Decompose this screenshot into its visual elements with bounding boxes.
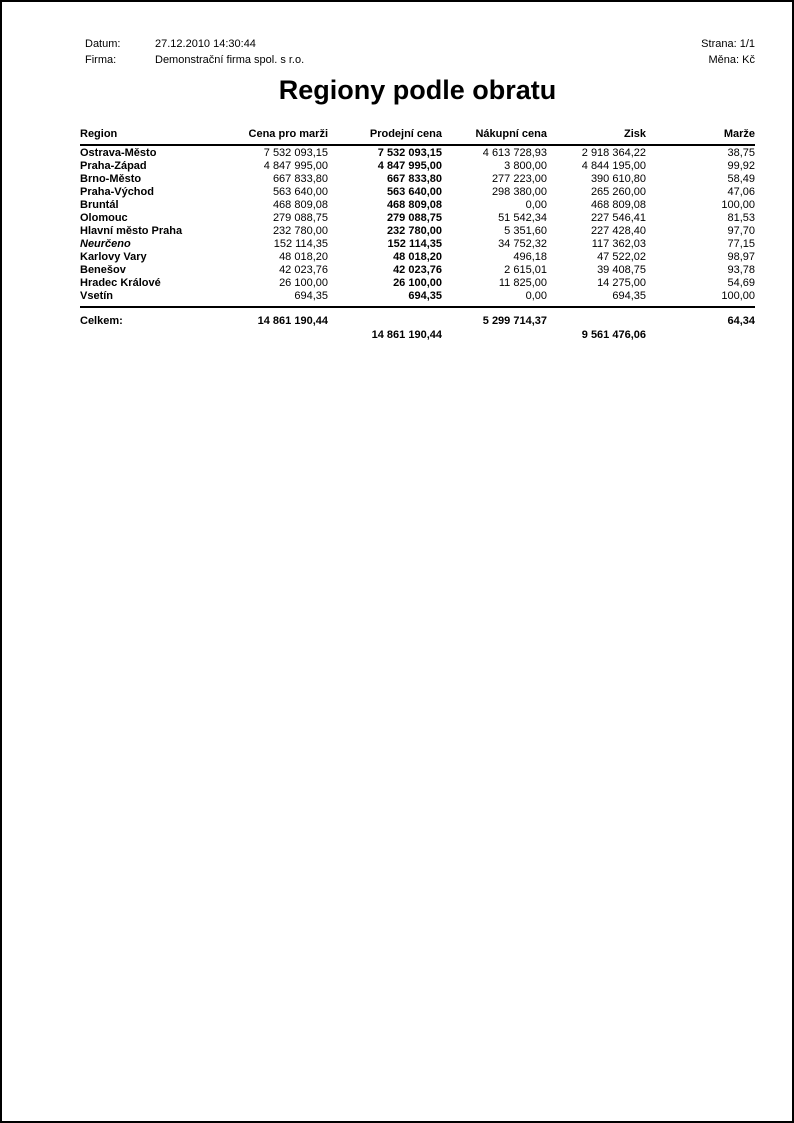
cell-region: Hlavní město Praha: [80, 225, 183, 237]
cell-nakupni-cena: 0,00: [525, 199, 547, 211]
cell-marze: 77,15: [727, 238, 755, 250]
cell-cena-pro-marzi: 26 100,00: [279, 277, 328, 289]
report-header-left: [85, 36, 304, 68]
mena-label: Měna:: [708, 54, 740, 66]
cell-zisk: 39 408,75: [597, 264, 646, 276]
cell-nakupni-cena: 298 380,00: [491, 186, 547, 198]
cell-prodejni-cena: 563 640,00: [386, 186, 442, 198]
cell-region: Praha-Východ: [80, 186, 154, 198]
totals-label: Celkem:: [80, 307, 225, 328]
cell-cena-pro-marzi: 279 088,75: [272, 212, 328, 224]
report-header: [85, 36, 755, 68]
empty-cell: [646, 328, 755, 342]
cell-prodejni-cena: 468 809,08: [386, 199, 442, 211]
cell-prodejni-cena: 694,35: [408, 290, 442, 302]
cell-marze: 100,00: [721, 290, 755, 302]
total-nakupni-cena: 5 299 714,37: [442, 307, 547, 328]
cell-prodejni-cena: 279 088,75: [386, 212, 442, 224]
firma-value: Demonstrační firma spol. s r.o.: [155, 54, 305, 66]
cell-cena-pro-marzi: 4 847 995,00: [263, 160, 328, 172]
cell-prodejni-cena: 4 847 995,00: [377, 160, 442, 172]
cell-region: Ostrava-Město: [80, 147, 157, 159]
cell-marze: 93,78: [727, 264, 755, 276]
cell-prodejni-cena: 232 780,00: [386, 225, 442, 237]
cell-marze: 97,70: [727, 225, 755, 237]
cell-region: Praha-Západ: [80, 160, 147, 172]
cell-region: Brno-Město: [80, 173, 142, 185]
table-header-row: [80, 128, 755, 145]
column-header-marze: Marže: [646, 128, 755, 145]
cell-marze: 47,06: [727, 186, 755, 198]
totals-row-2: [80, 328, 755, 342]
column-header-zisk: Zisk: [547, 128, 646, 145]
cell-cena-pro-marzi: 232 780,00: [272, 225, 328, 237]
cell-region: Hradec Králové: [80, 277, 161, 289]
cell-marze: 100,00: [721, 199, 755, 211]
cell-nakupni-cena: 4 613 728,93: [482, 147, 547, 159]
empty-cell: [225, 328, 328, 342]
cell-marze: 98,97: [727, 251, 755, 263]
empty-cell: [547, 307, 646, 328]
cell-prodejni-cena: 152 114,35: [387, 238, 442, 250]
cell-prodejni-cena: 42 023,76: [393, 264, 442, 276]
cell-region: Vsetín: [80, 290, 114, 302]
cell-zisk: 2 918 364,22: [581, 147, 646, 159]
total-zisk: 9 561 476,06: [581, 329, 646, 341]
cell-nakupni-cena: 51 542,34: [498, 212, 547, 224]
cell-cena-pro-marzi: 694,35: [294, 290, 328, 302]
table-body: [80, 145, 755, 307]
table-row: [80, 225, 755, 238]
cell-zisk: 47 522,02: [597, 251, 646, 263]
column-header-nakupni-cena: Nákupní cena: [442, 128, 547, 145]
datum-value: 27.12.2010 14:30:44: [155, 38, 256, 50]
cell-region: Karlovy Vary: [80, 251, 147, 263]
table-row: [80, 251, 755, 264]
cell-zisk: 14 275,00: [597, 277, 646, 289]
cell-prodejni-cena: 26 100,00: [393, 277, 442, 289]
cell-marze: 99,92: [727, 160, 755, 172]
table-row: [80, 212, 755, 225]
table-row: [80, 186, 755, 199]
cell-nakupni-cena: 34 752,32: [498, 238, 547, 250]
table-footer: [80, 307, 755, 342]
cell-cena-pro-marzi: 42 023,76: [279, 264, 328, 276]
empty-cell: [442, 328, 547, 342]
cell-cena-pro-marzi: 7 532 093,15: [263, 147, 328, 159]
table-row: [80, 264, 755, 277]
empty-cell: [80, 328, 225, 342]
strana-value: 1/1: [739, 38, 755, 50]
cell-zisk: 227 546,41: [590, 212, 646, 224]
cell-zisk: 390 610,80: [590, 173, 646, 185]
report-table: [80, 128, 755, 342]
empty-cell: [328, 307, 442, 328]
cell-cena-pro-marzi: 563 640,00: [272, 186, 328, 198]
cell-cena-pro-marzi: 152 114,35: [273, 238, 328, 250]
column-header-region: Region: [80, 128, 225, 145]
cell-zisk: 227 428,40: [590, 225, 646, 237]
table-row: [80, 173, 755, 186]
cell-marze: 54,69: [727, 277, 755, 289]
cell-marze: 81,53: [727, 212, 755, 224]
cell-region: Neurčeno: [80, 238, 131, 250]
cell-nakupni-cena: 2 615,01: [504, 264, 547, 276]
mena-value: Kč: [742, 54, 755, 66]
cell-prodejni-cena: 48 018,20: [393, 251, 442, 263]
strana-line: [701, 36, 755, 52]
firma-label: Firma:: [85, 54, 117, 66]
table-row: [80, 277, 755, 290]
cell-cena-pro-marzi: 667 833,80: [272, 173, 328, 185]
mena-line: [701, 52, 755, 68]
report-header-right: [701, 36, 755, 68]
total-cena-pro-marzi: 14 861 190,44: [225, 307, 328, 328]
cell-prodejni-cena: 667 833,80: [386, 173, 442, 185]
cell-zisk: 468 809,08: [590, 199, 646, 211]
cell-marze: 38,75: [727, 147, 755, 159]
total-marze: 64,34: [646, 307, 755, 328]
page-title: Regiony podle obratu: [278, 75, 557, 105]
table-row: [80, 238, 755, 251]
table-row: [80, 160, 755, 173]
cell-prodejni-cena: 7 532 093,15: [377, 147, 442, 159]
cell-nakupni-cena: 5 351,60: [504, 225, 547, 237]
cell-zisk: 265 260,00: [590, 186, 646, 198]
cell-zisk: 694,35: [612, 290, 646, 302]
datum-label: Datum:: [85, 38, 121, 50]
cell-marze: 58,49: [727, 173, 755, 185]
strana-label: Strana:: [701, 38, 737, 50]
cell-region: Benešov: [80, 264, 126, 276]
column-header-cena-pro-marzi: Cena pro marži: [225, 128, 328, 145]
cell-region: Bruntál: [80, 199, 119, 211]
cell-zisk: 4 844 195,00: [581, 160, 646, 172]
cell-region: Olomouc: [80, 212, 128, 224]
cell-nakupni-cena: 3 800,00: [504, 160, 547, 172]
total-prodejni-cena: 14 861 190,44: [371, 329, 442, 341]
table-row: [80, 145, 755, 160]
cell-cena-pro-marzi: 468 809,08: [272, 199, 328, 211]
cell-nakupni-cena: 496,18: [513, 251, 547, 263]
cell-zisk: 117 362,03: [591, 238, 646, 250]
table-row: [80, 199, 755, 212]
cell-nakupni-cena: 0,00: [525, 290, 547, 302]
cell-nakupni-cena: 277 223,00: [491, 173, 547, 185]
table-header: [80, 128, 755, 145]
cell-nakupni-cena: 11 825,00: [498, 277, 547, 289]
table-row: [80, 290, 755, 307]
cell-cena-pro-marzi: 48 018,20: [279, 251, 328, 263]
totals-row-1: [80, 307, 755, 328]
column-header-prodejni-cena: Prodejní cena: [328, 128, 442, 145]
